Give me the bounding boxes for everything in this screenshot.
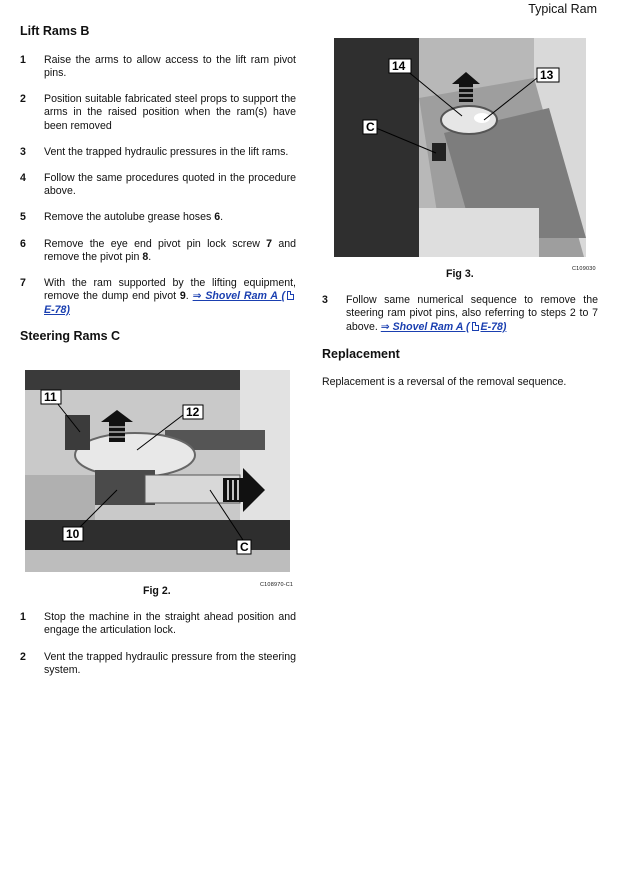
step-number: 3	[20, 146, 26, 158]
callout-c: C	[240, 540, 249, 554]
step-number: 6	[20, 238, 26, 250]
step-text: With the ram supported by the lifting equipment, remove the dump end pivot 9. ⇒ Shovel Ram A (E-78)	[44, 277, 296, 316]
fig2-illustration	[25, 370, 290, 572]
fig3-photo	[334, 38, 586, 257]
step-number: 2	[20, 651, 26, 663]
step-text: Remove the eye end pivot pin lock screw 7 and remove the pivot pin 8.	[44, 238, 296, 264]
page-ref-icon	[472, 322, 479, 331]
lift-step-4	[20, 172, 296, 199]
callout-13: 13	[540, 68, 554, 82]
lift-step-7	[20, 277, 296, 317]
callout-10: 10	[66, 527, 80, 541]
fig3-caption: Fig 3.	[446, 268, 474, 280]
fig2-code: C108970-C1	[260, 582, 294, 588]
callout-11: 11	[44, 390, 57, 404]
step-number: 1	[20, 611, 26, 623]
step-number: 4	[20, 172, 26, 184]
callout-c: C	[366, 120, 375, 134]
fig3-illustration	[334, 38, 586, 257]
steering-rams-heading: Steering Rams C	[20, 329, 121, 343]
replacement-text: Replacement is a reversal of the removal sequence.	[322, 376, 567, 388]
step-text: Position suitable fabricated steel props to support the arms in the raised position when the ram(s) have been removed	[44, 93, 296, 132]
fig3-code: C109030	[572, 266, 596, 272]
step-number: 3	[322, 294, 328, 306]
header-title: Typical Ram	[528, 2, 597, 16]
step-number: 5	[20, 211, 26, 223]
lift-step-1	[20, 54, 296, 81]
lift-step-6	[20, 238, 296, 265]
step-text: Follow same numerical sequence to remove the steering ram pivot pins, also referring to steps 2 to 7 above. ⇒ Shovel Ram A ( E-78)	[346, 294, 598, 333]
lift-rams-heading: Lift Rams B	[20, 24, 90, 38]
right-step-3	[322, 294, 598, 334]
steering-step-1	[20, 611, 296, 638]
step-number: 2	[20, 93, 26, 105]
callout-12: 12	[186, 405, 200, 419]
lift-step-5	[20, 211, 296, 224]
shovel-ram-link[interactable]: ⇒ Shovel Ram A ( E-78)	[380, 320, 507, 333]
callout-14: 14	[392, 59, 406, 73]
step-text: Stop the machine in the straight ahead position and engage the articulation lock.	[44, 611, 296, 637]
step-text: Remove the autolube grease hoses 6.	[44, 211, 224, 223]
fig2-photo	[25, 370, 290, 572]
step-text: Vent the trapped hydraulic pressures in the lift rams.	[44, 146, 289, 158]
step-text: Follow the same procedures quoted in the procedure above.	[44, 172, 296, 198]
replacement-heading: Replacement	[322, 347, 400, 361]
lift-step-3	[20, 146, 296, 159]
step-number: 1	[20, 54, 26, 66]
step-text: Vent the trapped hydraulic pressure from the steering system.	[44, 651, 296, 677]
step-text: Raise the arms to allow access to the lift ram pivot pins.	[44, 54, 296, 80]
fig2-caption: Fig 2.	[143, 585, 171, 597]
steering-step-2	[20, 651, 296, 678]
step-number: 7	[20, 277, 26, 289]
shovel-ram-link[interactable]: ⇒ Shovel Ram A (E-78)	[44, 290, 296, 315]
page-ref-icon	[287, 291, 294, 300]
lift-step-2	[20, 93, 296, 133]
